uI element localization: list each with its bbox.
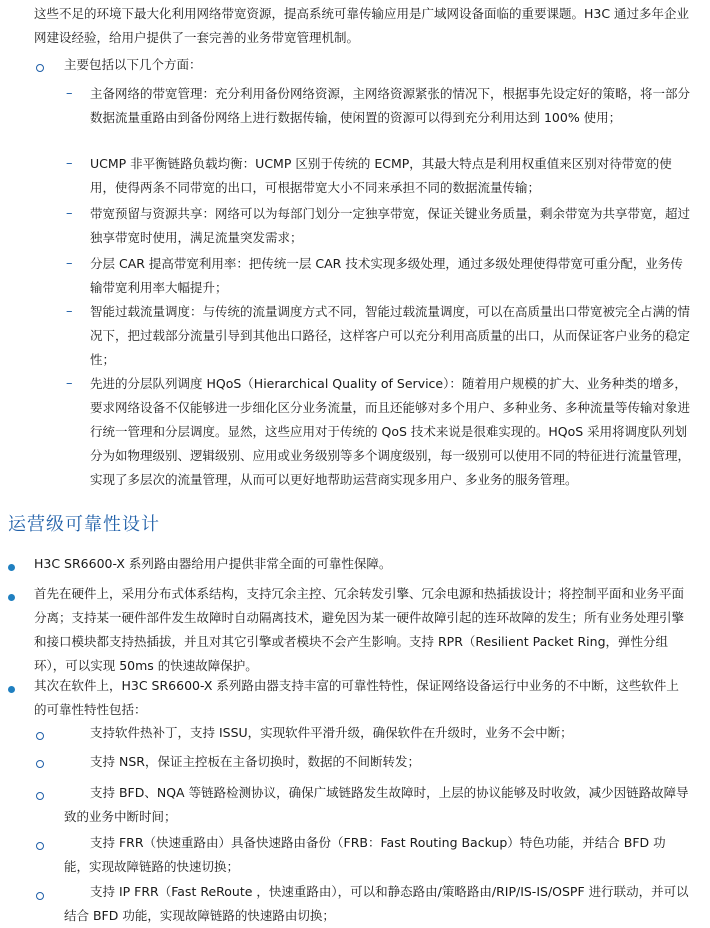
circle-bullet-icon (36, 842, 44, 850)
dash-bullet-icon: – (66, 86, 73, 101)
sub-item-hqos: 先进的分层队列调度 HQoS（Hierarchical Quality of Service）：随着用户规模的扩大、业务种类的增多，要求网络设备不仅能够进一步细化区分业务流量，而且还能够对多个用户、多种业务、多种流量等传输对象进行统一管理和分层调度。显然，这些应用对于传统的 QoS 技术来说是很难实现的。HQoS 采用将调度队列划分为如物理级别、逻辑级别、应用或业务级别等多个调度级别，每一级别可以使用不同的特征进行流量管理，实现了多层次的流量管理，从而可以更好地帮助运营商实现多用户、多业务的服务管理。 (90, 376, 691, 487)
software-item-bfd-nqa: 支持 BFD、NQA 等链路检测协议，确保广域链路发生故障时，上层的协议能够及时收敛，减少因链路故障导致的业务中断时间； (64, 785, 689, 824)
bullet-hardware-reliability: 首先在硬件上，采用分布式体系结构，支持冗余主控、冗余转发引擎、冗余电源和热插拔设计；将控制平面和业务平面分离；支持某一硬件部件发生故障时自动隔离技术，避免因为某一硬件故障引起的连环故障的发生；所有业务处理引擎和接口模块都支持热插拔，并且对其它引擎或者模块不会产生影响。支持 RPR（Resilient Packet Ring，弹性分组环），可以实现 50ms 的快速故障保护。 (34, 586, 685, 673)
sub-item-ucmp: UCMP 非平衡链路负载均衡：UCMP 区别于传统的 ECMP，其最大特点是利用权重值来区别对待带宽的使用，使得两条不同带宽的出口，可根据带宽大小不同来承担不同的数据流量传输； (90, 156, 672, 195)
section-heading: 运营级可靠性设计 (8, 514, 160, 535)
dot-bullet-icon (8, 686, 15, 693)
dash-bullet-icon: – (66, 156, 73, 171)
software-item-frr: 支持 FRR（快速重路由）具备快速路由备份（FRB：Fast Routing Backup）特色功能，并结合 BFD 功能，实现故障链路的快速切换； (64, 835, 666, 874)
dash-bullet-icon: – (66, 256, 73, 271)
software-item-nsr: 支持 NSR，保证主控板在主备切换时，数据的不间断转发； (90, 754, 420, 769)
sub-item-backup-network: 主备网络的带宽管理：充分利用备份网络资源，主网络资源紧张的情况下，根据事先设定好的策略，将一部分数据流量重路由到备份网络上进行数据传输，使闲置的资源可以得到充分利用达到 100% 使用； (90, 86, 691, 125)
circle-bullet-icon (36, 732, 44, 740)
dot-bullet-icon (8, 564, 15, 571)
dash-bullet-icon: – (66, 304, 73, 319)
dot-bullet-icon (8, 594, 15, 601)
dash-bullet-icon: – (66, 376, 73, 391)
sub-item-overload-scheduling: 智能过载流量调度：与传统的流量调度方式不同，智能过载流量调度，可以在高质量出口带宽被完全占满的情况下，把过载部分流量引导到其他出口路径，这样客户可以充分利用高质量的出口，从而保证客户业务的稳定性； (90, 304, 691, 367)
circle-bullet-icon (36, 792, 44, 800)
circle-bullet-icon (36, 64, 44, 72)
software-item-hot-patch: 支持软件热补丁，支持 ISSU，实现软件平滑升级，确保软件在升级时，业务不会中断； (90, 725, 573, 740)
main-point-text: 主要包括以下几个方面： (64, 57, 202, 72)
bullet-reliability-overview: H3C SR6600-X 系列路由器给用户提供非常全面的可靠性保障。 (34, 556, 392, 571)
sub-item-bandwidth-reserve: 带宽预留与资源共享：网络可以为每部门划分一定独享带宽，保证关键业务质量，剩余带宽为共享带宽，超过独享带宽时使用，满足流量突发需求； (90, 206, 691, 245)
dash-bullet-icon: – (66, 206, 73, 221)
software-item-ip-frr: 支持 IP FRR（Fast ReRoute ，快速重路由），可以和静态路由/策略路由/RIP/IS-IS/OSPF 进行联动，并可以结合 BFD 功能，实现故障链路的快速路由切换； (64, 884, 689, 923)
circle-bullet-icon (36, 892, 44, 900)
bullet-software-reliability: 其次在软件上，H3C SR6600-X 系列路由器支持丰富的可靠性特性，保证网络设备运行中业务的不中断，这些软件上的可靠性特性包括： (34, 678, 679, 717)
circle-bullet-icon (36, 760, 44, 768)
intro-paragraph: 这些不足的环境下最大化利用网络带宽资源，提高系统可靠传输应用是广域网设备面临的重要课题。H3C 通过多年企业网建设经验，给用户提供了一套完善的业务带宽管理机制。 (34, 6, 690, 45)
sub-item-hierarchical-car: 分层 CAR 提高带宽利用率：把传统一层 CAR 技术实现多级处理，通过多级处理使得带宽可重分配，业务传输带宽利用率大幅提升； (90, 256, 683, 295)
